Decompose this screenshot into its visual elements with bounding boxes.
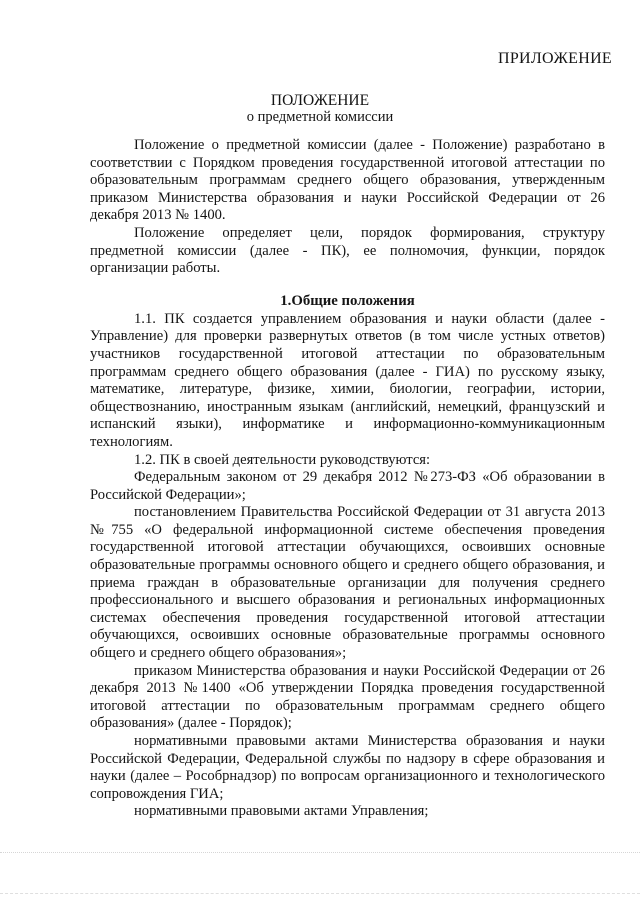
intro-paragraph: Положение о предметной комиссии (далее - Положение) разработано в соответствии с Порядком проведения государственной итоговой аттестации по образовательным программам среднего общего образования, утвержденным приказом Министерства образования и науки Российской Федерации от 26 декабря 2013 № 1400. [90, 137, 605, 224]
document-body [90, 137, 605, 821]
section-heading: 1.Общие положения [280, 292, 415, 309]
section-paragraph: 1.1. ПК создается управлением образования и науки области (далее - Управление) для проверки развернутых ответов (в том числе устных ответов) участников государственной итоговой аттестации по образовательным программам среднего общего образования (далее - ГИА) по русскому языку, математике, литературе, физике, химии, биологии, географии, истории, обществознанию, иностранным языкам (английский, немецкий, французский и испанский языки), информатике и информационно-коммуникационным технологиям. [90, 310, 605, 450]
appendix-label: ПРИЛОЖЕНИЕ [497, 50, 612, 67]
section-paragraph: нормативными правовыми актами Управления; [134, 803, 429, 820]
scan-artifact-line [0, 893, 640, 895]
section-paragraph: нормативными правовыми актами Министерства образования и науки Российской Федерации, Федеральной службы по надзору в сфере образования и науки (далее – Рособрнадзор) по вопросам организационного и технологического сопровождения ГИА; [90, 733, 605, 802]
section-paragraph: постановлением Правительства Российской Федерации от 31 августа 2013 №755 «О федеральной информационной системе обеспечения проведения государственной итоговой аттестации обучающихся, освоивших основные образовательные программы основного общего и среднего общего образования, и приема граждан в образовательные организации для получения среднего профессионального и высшего образования и региональных информационных системах обеспечения проведения государственной итоговой аттестации обучающихся, освоивших основные образовательные программы основного общего и среднего общего образования»; [90, 504, 605, 662]
scan-artifact-line [0, 852, 640, 854]
document-title [0, 92, 640, 126]
section-paragraph: Федеральным законом от 29 декабря 2012 №273-ФЗ «Об образовании в Российской Федерации»; [90, 469, 605, 503]
intro-paragraph: Положение определяет цели, порядок формирования, структуру предметной комиссии (далее - ПК), ее полномочия, функции, порядок организации работы. [90, 224, 605, 277]
document-title-sub: о предметной комиссии [246, 109, 394, 125]
section-paragraph: приказом Министерства образования и науки Российской Федерации от 26 декабря 2013 №1400 «Об утверждении Порядка проведения государственной итоговой аттестации по образовательным программам среднего общего образования» (далее - Порядок); [90, 662, 605, 732]
document-title-main: ПОЛОЖЕНИЕ [270, 92, 370, 109]
section-paragraph: 1.2. ПК в своей деятельности руководствуются: [134, 451, 431, 468]
